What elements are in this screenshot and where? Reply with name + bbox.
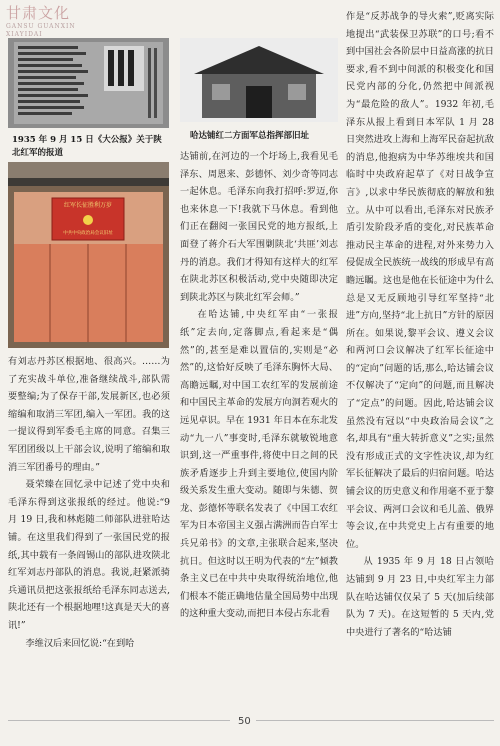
headquarters-photo — [180, 38, 338, 122]
footer-rule-right — [256, 720, 494, 721]
page-number: 50 — [238, 716, 251, 727]
masthead-title: 甘肃文化 — [6, 4, 71, 22]
headquarters-image — [180, 38, 338, 122]
banner-text: 红军长征胜利万岁 — [63, 202, 112, 209]
text-column-3 — [346, 8, 494, 714]
sign-text: 中共中央政治局会议旧址 — [63, 231, 113, 236]
masthead — [6, 2, 206, 38]
footer-rule-left — [8, 720, 230, 721]
masthead-sub-line-1: GANSU GUANXIN — [6, 23, 76, 30]
building-photo — [8, 162, 169, 348]
headquarters-caption: 哈达铺红二方面军总指挥部旧址 — [190, 131, 310, 141]
paragraph: 李维汉后来回忆说:“在到哈 — [25, 637, 135, 649]
newspaper-photo — [8, 38, 169, 128]
paragraph: 从 1935 年 9 月 18 日占领哈达铺到 9 月 23 日,中央红军主力部队在哈达铺仅仅呆了 5 天(加后续部队为 7 天)。在这短暂的 5 天内,党中央进行了著名的“哈达铺 — [346, 556, 494, 638]
text-column-1 — [8, 353, 170, 715]
masthead-sub-line-2: XIAYIDAI — [6, 31, 43, 38]
paragraph: 达铺前,在河边的一个圩场上,我看见毛泽东、周恩来、彭德怀、刘少奇等同志一起休息。毛泽东向我打招呼:罗迈,你也来休息一下!我就下马休息。看到他们正在翻阅一张国民党的地方报纸,上面登了蒋介石大军围剿陕北‘共匪’刘志丹的消息。我们才得知有这样大的红军在陕北苏区积极活动,党中央随即决定到陕北苏区与陕北红军会师。” — [180, 151, 338, 303]
newspaper-caption: 1935 年 9 月 15 日《大公报》关于陕北红军的报道 — [12, 135, 162, 158]
paragraph: 作是“反苏战争的导火索”,贬离实际地提出“武装保卫苏联”的口号;看不到中国社会各阶层中日益高涨的抗日要求,看不到中间派的积极变化和国民党内部的分化,仍然把中间派视为“最危险的敌人”。1932 年初,毛泽东从报上看到日本军队 1 月 28 日突然进攻上海和上海军民奋起抗敌的消息,他抱病为中华苏维埃共和国临时中央政府起草了《对日战争宣言》,以求中华民族彻底的解放和独立。从中可以看出,毛泽东对民族矛盾引发阶段矛盾的变化,对民族革命推动民主革命的进程,对外来势力入侵促成全民族统一战线的形成早有高瞻远瞩。这也是他在长征途中为什么总是又无反顾地引导红军坚持“北进”方向,坚持“北上抗日”方针的原因所在。如果说,黎平会议、遵义会议和两河口会议解决了红军长征途中的“定向”问题的话,那么,哈达铺会议不仅解决了“定向”的问题,而且解决了“定点”的问题。因此,哈达铺会议虽然没有冠以“中央政治局会议”之名,却具有“重大转折意义”之实;虽然没有形成正式的文字性决议,却为红军长征解决了最后的归宿问题。哈达铺会议的历史意义和作用毫不亚于黎平会议、两河口会议和毛儿盖、俄界等会议,在中共党史上占有重要的地位。 — [346, 11, 494, 550]
paragraph: 有刘志丹苏区根据地、很高兴。……为了充实战斗单位,准备继续战斗,部队需要整编;为了保存干部,发展新区,也必须缩编和取消三军团,编入一军团。我的这一提议得到军委毛主席的同意。召集三军团团级以上干部会议,说明了缩编和取消三军团番号的理由。” — [8, 356, 170, 473]
paragraph: 在哈达铺,中央红军由“一张报纸”定去向,定落脚点,看起来是“偶然”的,甚至是难以置信的,实则是“必然”的,这恰好反映了毛泽东胸怀大局、高瞻远瞩,对中国工农红军的发展前途和中国民主革命的发展方向洞若观火的远见卓识。早在 1931 年日本在东北发动“九一八”事变时,毛泽东就敏锐地意识到,这一严重事件,将使中日之间的民族矛盾逐步上升到主要地位,使国内阶级关系发生重大变动。随即与朱德、贺龙、彭德怀等联名发表了《中国工农红军为日本帝国主义强占满洲而告白军士兵兄弟书》的文章,主张联合起来,坚决抗日。但这时以王明为代表的“左”倾教条主义已在中共中央取得统治地位,他们根本不能正确地估量全国局势中出现的这种重大变动,而把日本侵占东北看 — [180, 309, 338, 620]
building-image — [8, 162, 169, 348]
newspaper-image — [8, 38, 169, 128]
paragraph: 聂荣臻在回忆录中记述了党中央和毛泽东得到这张报纸的经过。他说:“9 月 19 日,我和林彪随二师部队进驻哈达铺。在这里我们得到了一张国民党的报纸,其中载有一条阎锡山的部队进攻陕北红军刘志丹部队的消息。我说,赶紧派骑兵通讯员把这张报纸给毛泽东同志送去,陕北还有一个根据地哩!这真是天大的喜讯!” — [8, 479, 170, 631]
text-column-2 — [180, 148, 338, 714]
